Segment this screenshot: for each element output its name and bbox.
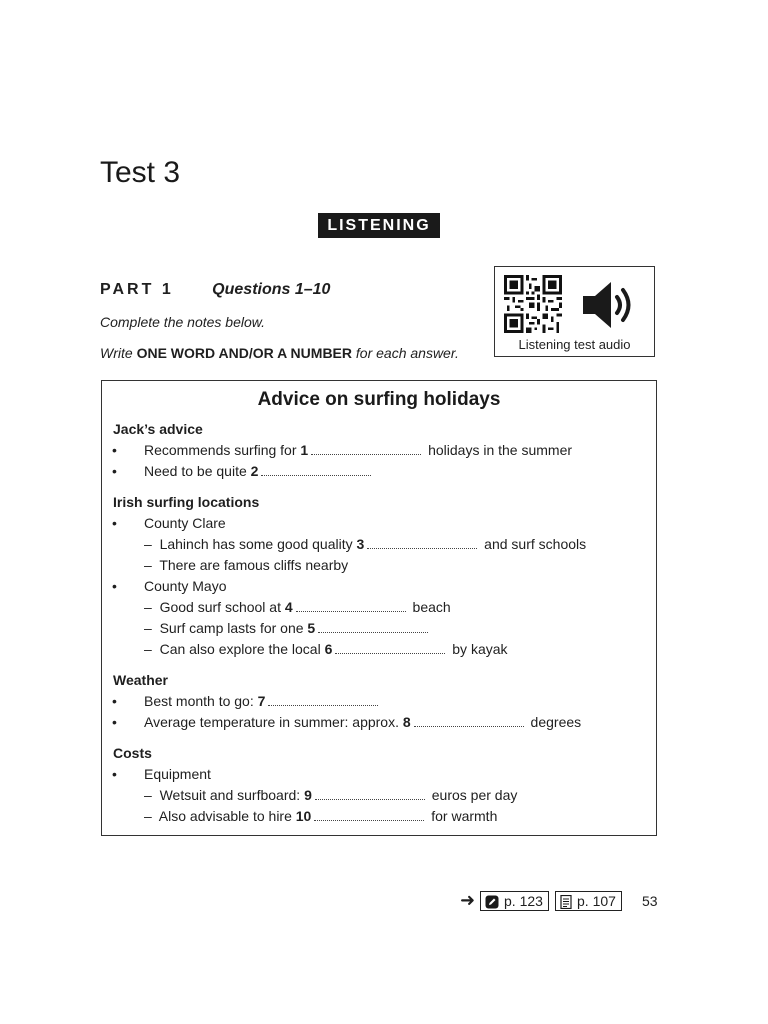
notes-box: Advice on surfing holidays Jack’s advice • Recommends surfing for 1 holidays in the summer • Need to be quite 2 Irish surfing locations • County Clare – Lahinch has some good quality 3 and surf schools – There are famous cliffs nearby • County Mayo – Good surf school at 4 beach – Surf camp lasts for one 5 – Can also explore the local 6 by kayak Weather • Best month to go: 7 • Average temperature in summer: approx. 8 degrees Costs • Equipment – Wetsuit and surfboard: 9 euros per day – Also advisable to hire 10 for warmth (101, 380, 657, 836)
bullet: • (112, 714, 117, 730)
sub-item: – Can also explore the local 6 by kayak (144, 641, 508, 657)
sub-item: – Good surf school at 4 beach (144, 599, 451, 615)
instruction-word-limit: Write ONE WORD AND/OR A NUMBER for each answer. (100, 345, 459, 361)
sub-item: – Lahinch has some good quality 3 and surf schools (144, 536, 587, 552)
answer-blank[interactable] (315, 789, 425, 800)
sub-item: – Surf camp lasts for one 5 (144, 620, 431, 636)
answer-blank[interactable] (261, 465, 371, 476)
speaker-icon[interactable] (581, 279, 639, 331)
answer-blank[interactable] (311, 444, 421, 455)
answer-blank[interactable] (318, 622, 428, 633)
bullet: • (112, 515, 117, 531)
audio-link-box[interactable] (494, 266, 655, 357)
section-heading-jack: Jack’s advice (113, 421, 203, 437)
sub-item: – There are famous cliffs nearby (144, 557, 349, 573)
test-title: Test 3 (100, 156, 181, 189)
sub-item: – Wetsuit and surfboard: 9 euros per day (144, 787, 518, 803)
bullet: • (112, 578, 117, 594)
transcript-reference[interactable]: p. 107 (555, 891, 622, 911)
answer-blank[interactable] (314, 810, 424, 821)
section-heading-irish: Irish surfing locations (113, 494, 260, 510)
section-heading-costs: Costs (113, 745, 152, 761)
document-icon (560, 895, 572, 909)
questions-range: Questions 1–10 (212, 281, 331, 298)
question-number: 2 (250, 463, 259, 479)
answer-blank[interactable] (367, 538, 477, 549)
question-number: 6 (324, 641, 333, 657)
bullet: • (112, 693, 117, 709)
question-number: 4 (284, 599, 293, 615)
question-number: 9 (304, 787, 312, 803)
question-number: 8 (402, 714, 411, 730)
instruction-complete: Complete the notes below. (100, 314, 265, 330)
answer-blank[interactable] (335, 643, 445, 654)
question-number: 7 (257, 693, 266, 709)
notes-title: Advice on surfing holidays (257, 389, 501, 410)
page-number: 53 (642, 893, 658, 909)
question-number: 5 (307, 620, 316, 636)
question-number: 10 (295, 808, 312, 824)
part-heading (100, 281, 330, 299)
pencil-icon (485, 895, 499, 909)
qr-code-icon[interactable] (502, 275, 564, 333)
answer-blank[interactable] (296, 601, 406, 612)
question-number: 1 (300, 442, 309, 458)
bullet: • (112, 766, 117, 782)
sub-item: – Also advisable to hire 10 for warmth (144, 808, 498, 824)
audio-caption: Listening test audio (518, 337, 631, 352)
part-label: PART 1 (100, 281, 174, 298)
section-heading-weather: Weather (113, 672, 168, 688)
bullet: • (112, 463, 117, 479)
arrow-icon: ➜ (460, 890, 476, 910)
answer-key-reference[interactable]: p. 123 (480, 891, 549, 911)
answer-blank[interactable] (268, 695, 378, 706)
bullet: • (112, 442, 117, 458)
question-number: 3 (356, 536, 365, 552)
section-banner: LISTENING (318, 213, 440, 238)
answer-blank[interactable] (414, 716, 524, 727)
